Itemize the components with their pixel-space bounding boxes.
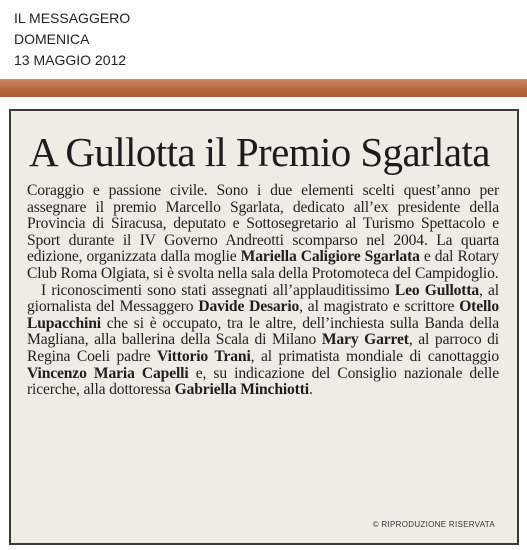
paragraph-1 [27, 183, 499, 283]
text-run: , al magistrato e scrittore [299, 298, 460, 316]
decorative-band [0, 79, 527, 97]
text-run: e dal Rotary Club Roma Olgiata, si è svolta nella sala della Protomoteca del Campidoglio. [27, 248, 499, 282]
bold-name: Mariella Caligiore Sgarlata [240, 248, 420, 266]
text-run: , al primatista mondiale di canottaggio [250, 347, 499, 365]
publication-date: 13 MAGGIO 2012 [14, 52, 127, 68]
bold-name: Gabriella Minchiotti [174, 381, 309, 399]
article-body [27, 183, 499, 399]
bold-name: Vincenzo Maria Capelli [27, 364, 189, 382]
paragraph-2 [27, 283, 499, 399]
text-run: , al parroco di Regina Coeli padre [27, 331, 499, 365]
text-run: I riconoscimenti sono stati assegnati all’applauditissimo [41, 281, 395, 299]
bold-name: Mary Garret [321, 331, 409, 349]
bold-name: Leo Gullotta [394, 281, 480, 299]
text-run: e, su indicazione del Consiglio nazionale delle ricerche, alla dottoressa [27, 364, 499, 399]
bold-name: Vittorio Trani [157, 347, 251, 365]
newspaper-header [14, 8, 130, 71]
bold-name: Otello Lupacchini [27, 298, 499, 332]
bold-name: Davide Desario [198, 298, 300, 316]
text-run: Coraggio e passione civile. Sono i due elementi scelti quest’anno per assegnare il premio Marcello Sgarlata, dedicato all’ex presidente della Provincia di Siracusa, deputato e Sottosegretario al Turismo Spettacolo e Sport durante il IV Governo Andreotti scomparso nel 2004. La quarta edizione, organizzata dalla moglie [27, 182, 499, 266]
copyright-notice: © RIPRODUZIONE RISERVATA [372, 520, 495, 529]
newspaper-name: IL MESSAGGERO [14, 10, 131, 26]
article-clipping [9, 109, 519, 545]
article-title: A Gullotta il Premio Sgarlata [29, 129, 490, 175]
text-run: che si è occupato, tra le altre, dell’inchiesta sulla Banda della Magliana, alla ballerina della Scala di Milano [27, 314, 499, 349]
text-run: , al giornalista del Messaggero [27, 281, 499, 316]
text-run: . [308, 381, 313, 399]
publication-day: DOMENICA [14, 31, 90, 47]
